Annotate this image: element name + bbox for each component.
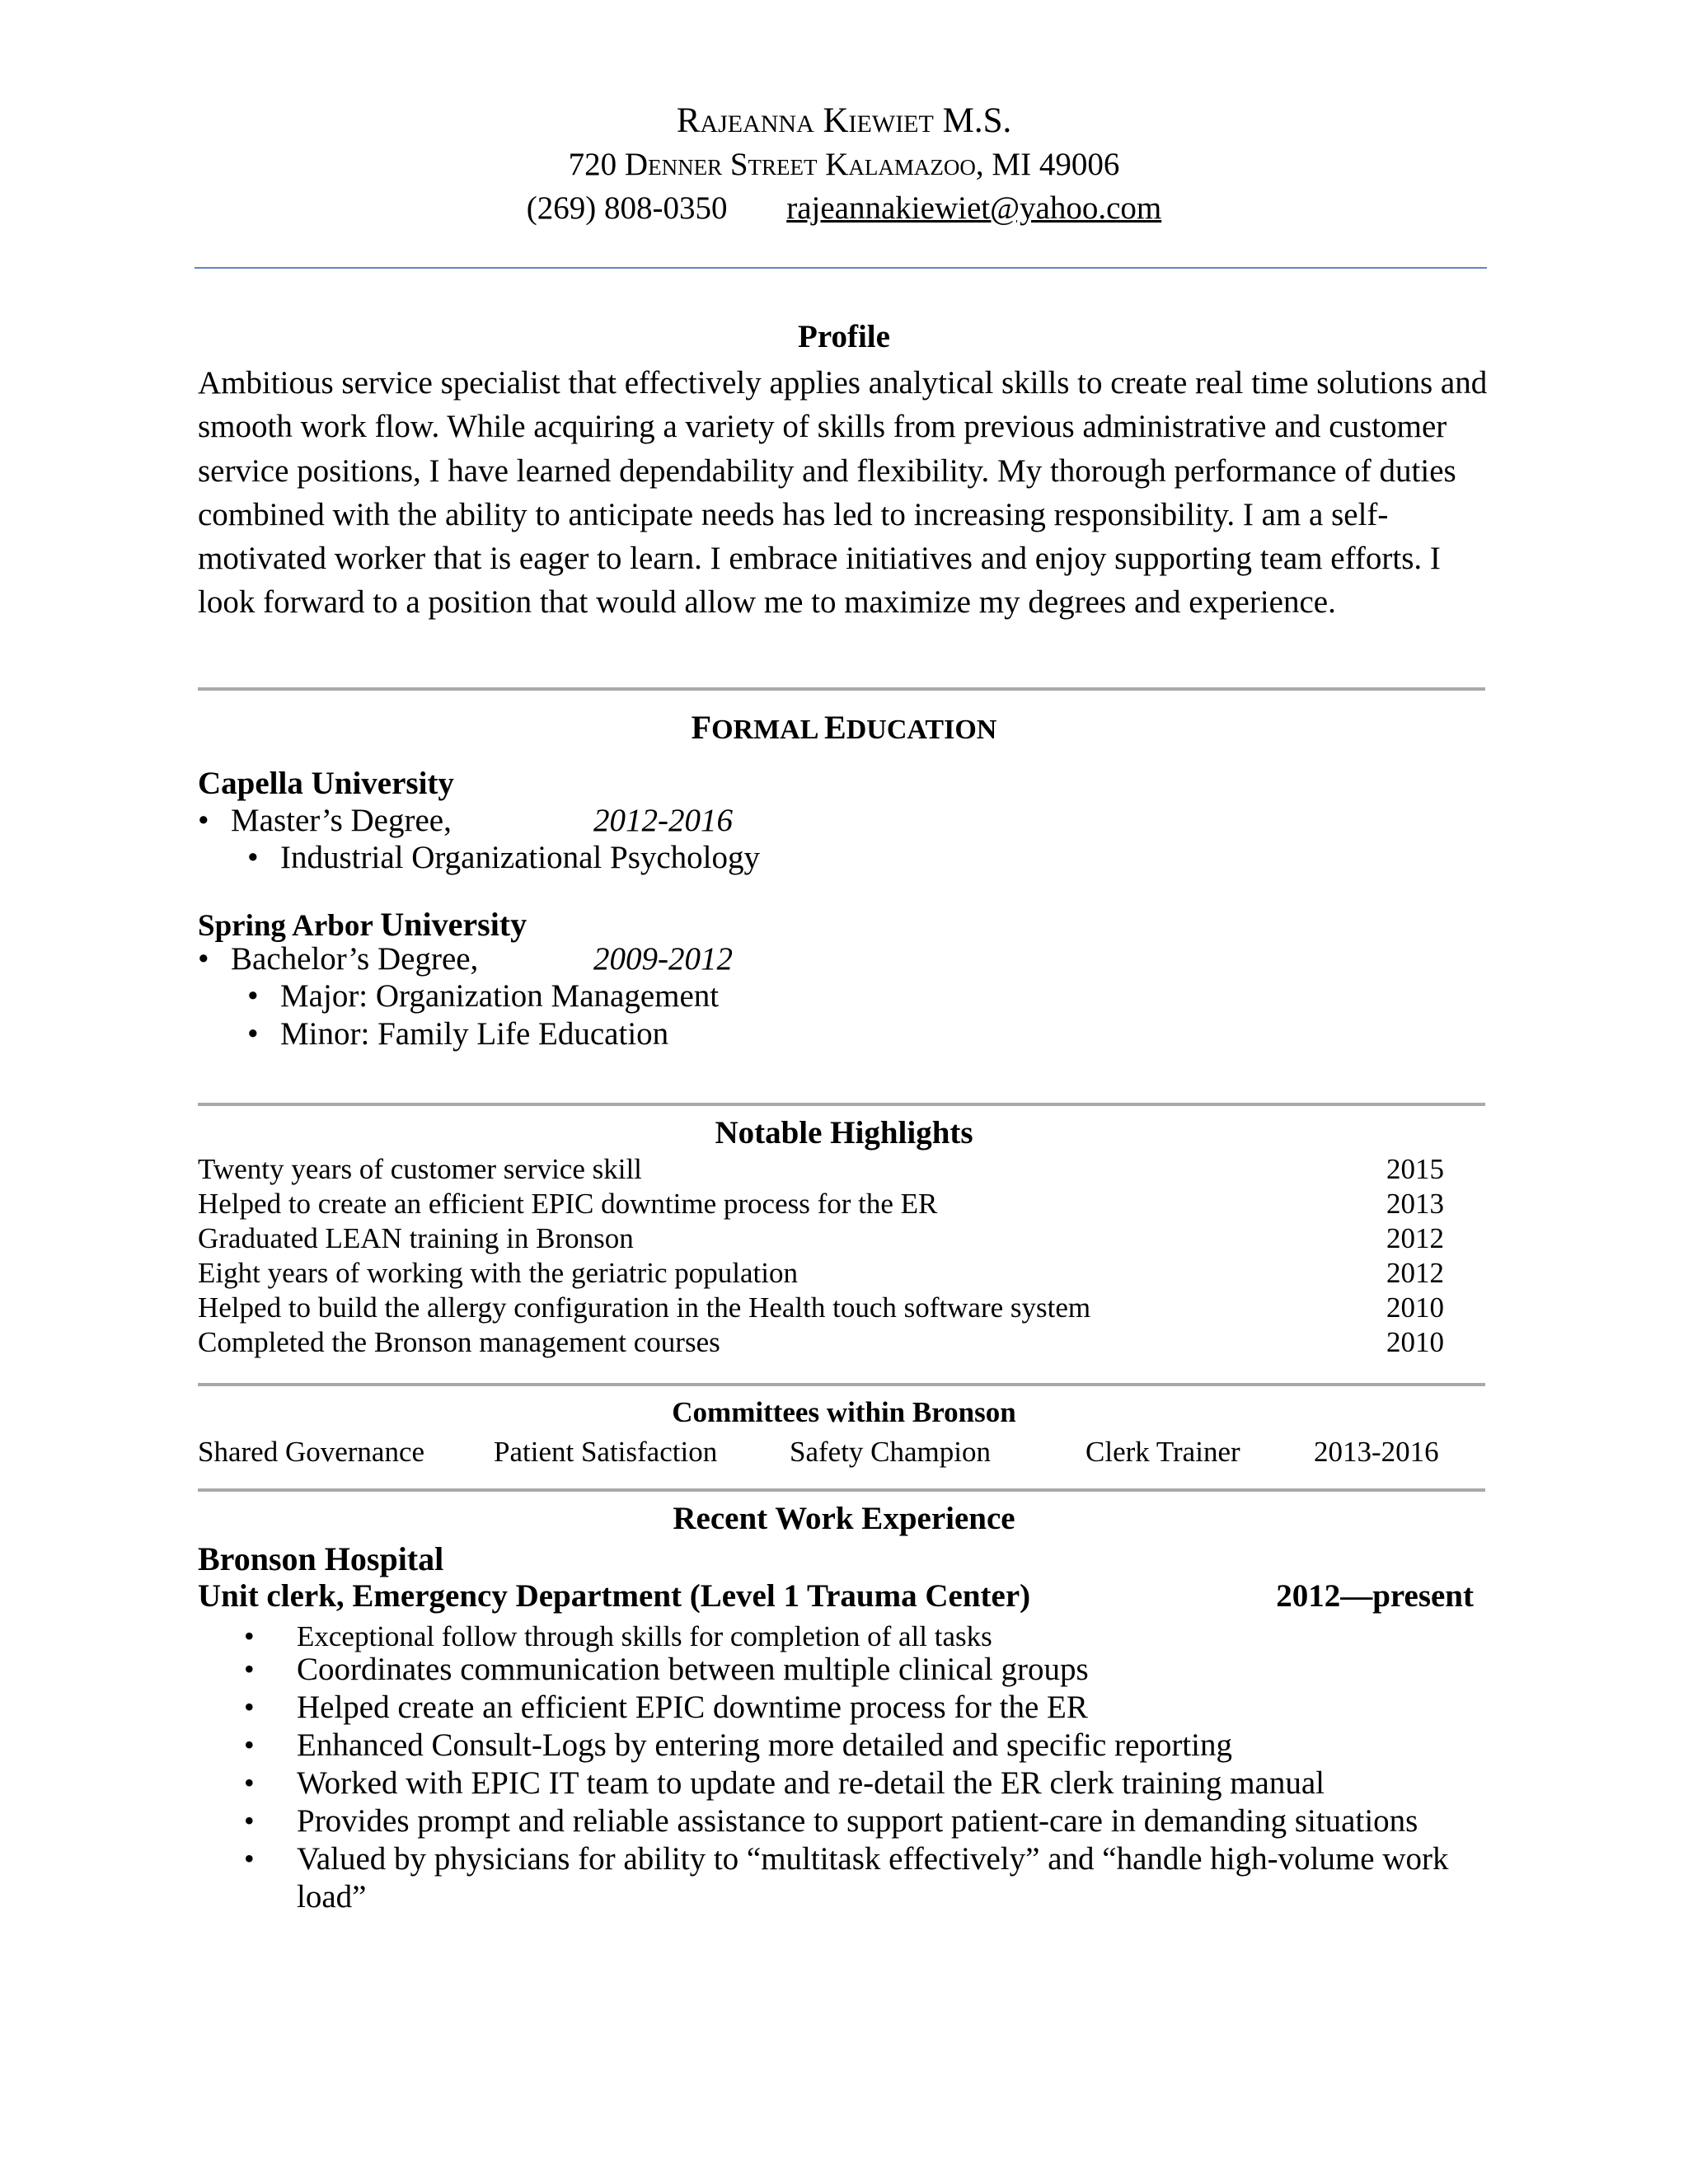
header-divider: [195, 267, 1487, 269]
duty-item: • Provides prompt and reliable assistance to support patient-care in demanding situations: [244, 1803, 1418, 1839]
highlight-row: Completed the Bronson management courses 2010: [198, 1326, 1444, 1358]
committee-item: Safety Champion: [790, 1436, 991, 1468]
employer-name: Bronson Hospital: [198, 1540, 444, 1577]
highlight-row: Twenty years of customer service skill 2015: [198, 1153, 1444, 1185]
duty-item: • Worked with EPIC IT team to update and re-detail the ER clerk training manual: [244, 1765, 1325, 1801]
duty-item: • Helped create an efficient EPIC downtime process for the ER: [244, 1690, 1088, 1725]
degree-detail: • Major: Organization Management: [247, 978, 720, 1014]
highlight-row: Helped to build the allergy configuration in the Health touch software system 2010: [198, 1291, 1444, 1324]
job-title-row: [198, 1577, 1474, 1615]
section-divider: [198, 1383, 1485, 1386]
degree-row: [198, 802, 1022, 839]
contact-line: [0, 190, 1688, 227]
degree: Bachelor’s Degree,: [231, 941, 479, 977]
degree-row: [198, 940, 1022, 977]
section-divider: [198, 1103, 1485, 1106]
profile-text: Ambitious service specialist that effectively applies analytical skills to create real time solutions and smooth work flow. While acquiring a variety of skills from previous administrative and customer service positions, I have learned dependability and flexibility. My thorough performance of duties combined with the ability to anticipate needs has led to increasing responsibility. I am a self-motivated worker that is eager to learn. I embrace initiatives and enjoy supporting team efforts. I look forward to a position that would allow me to maximize my degrees and experience.: [198, 365, 1488, 621]
email-link[interactable]: rajeannakiewiet@yahoo.com: [786, 190, 1162, 226]
duty-item: • Valued by physicians for ability to “multitask effectively” and “handle high-volume work load”: [244, 1841, 1449, 1915]
committee-dates: 2013-2016: [1314, 1436, 1439, 1468]
job-title: Unit clerk, Emergency Department (Level 1 Trauma Center): [198, 1578, 1031, 1614]
degree-detail: • Industrial Organizational Psychology: [247, 840, 761, 875]
degree-dates: 2012-2016: [593, 803, 733, 838]
applicant-name: [0, 101, 1688, 141]
street-address: 720 Denner Street Kalamazoo,: [568, 147, 984, 182]
phone: (269) 808-0350: [526, 190, 728, 226]
committee-item: Patient Satisfaction: [494, 1436, 718, 1468]
degree-detail: • Minor: Family Life Education: [247, 1016, 669, 1052]
duty-item: • Coordinates communication between multiple clinical groups: [244, 1652, 1089, 1687]
job-dates: 2012—present: [1276, 1578, 1474, 1614]
state-zip: MI 49006: [992, 147, 1120, 182]
credential: M.S.: [942, 101, 1012, 140]
degree-dates: 2009-2012: [593, 941, 733, 977]
address: [0, 146, 1688, 183]
section-divider: [198, 687, 1485, 691]
committee-item: Shared Governance: [198, 1436, 425, 1468]
school-name: Capella University: [198, 766, 454, 801]
bullet: •: [198, 941, 209, 977]
bullet: •: [198, 803, 209, 838]
highlight-row: Graduated LEAN training in Bronson 2012: [198, 1222, 1444, 1254]
duty-item: • Exceptional follow through skills for completion of all tasks: [244, 1619, 992, 1652]
highlight-row: Eight years of working with the geriatric population 2012: [198, 1257, 1444, 1289]
highlights-heading: Notable Highlights: [715, 1115, 973, 1151]
name-text: Rajeanna Kiewiet: [676, 101, 934, 140]
degree: Master’s Degree,: [231, 803, 452, 838]
school-name: Spring Arbor University: [198, 906, 528, 943]
experience-heading: Recent Work Experience: [673, 1501, 1015, 1536]
committees-heading: Committees within Bronson: [672, 1396, 1016, 1428]
committee-item: Clerk Trainer: [1085, 1436, 1240, 1468]
education-heading: FORMAL EDUCATION: [691, 709, 997, 746]
duty-item: • Enhanced Consult-Logs by entering more detailed and specific reporting: [244, 1727, 1232, 1763]
profile-heading: Profile: [798, 319, 890, 354]
section-divider: [198, 1488, 1485, 1492]
highlight-row: Helped to create an efficient EPIC downtime process for the ER 2013: [198, 1188, 1444, 1220]
